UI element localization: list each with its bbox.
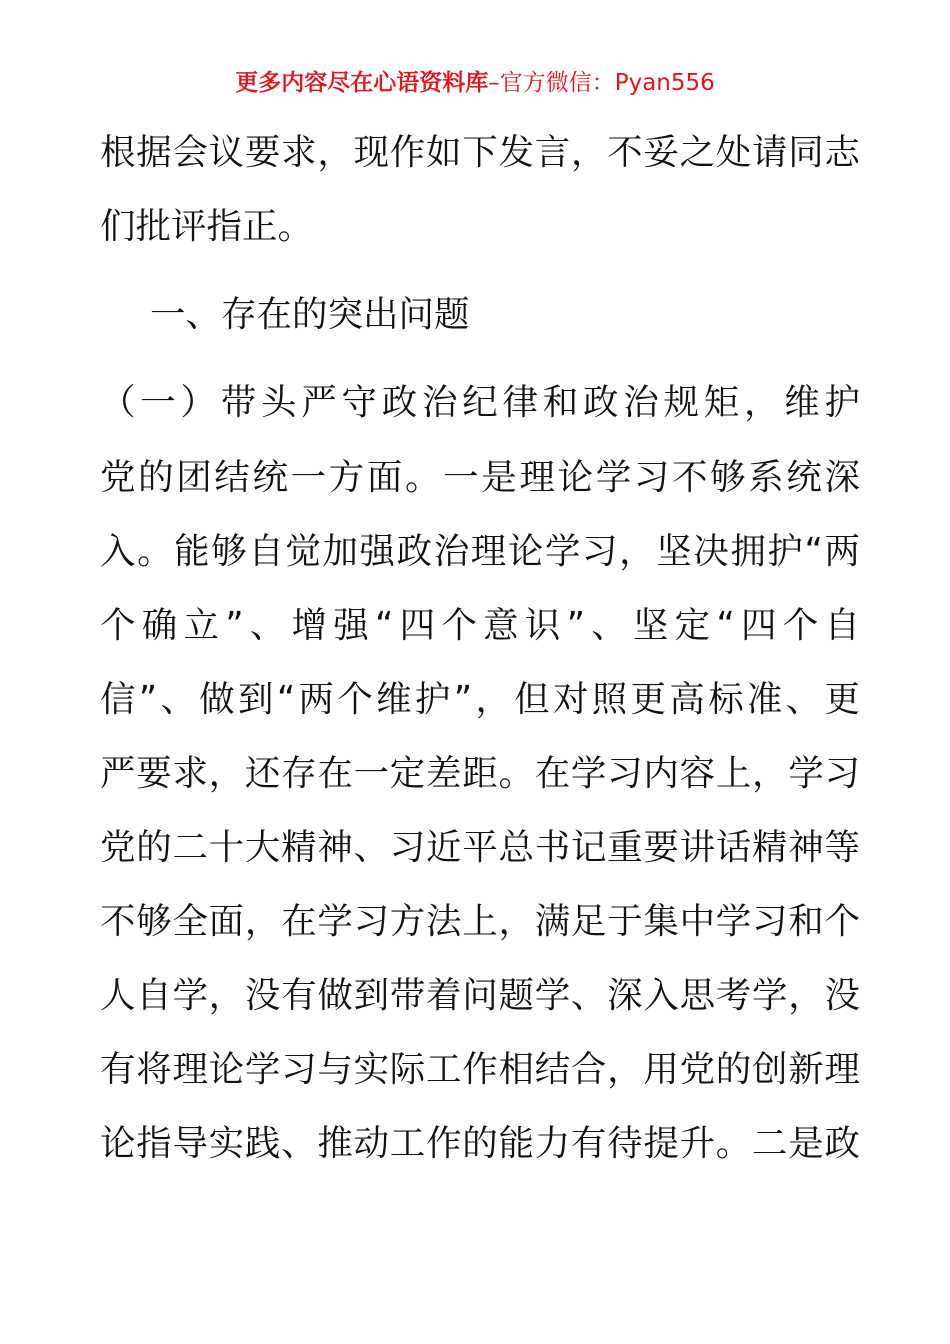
header-prefix: 更多内容尽在心语资料库	[235, 69, 489, 96]
body-line: 信”、做到“两个维护”，但对照更高标准、更	[100, 679, 860, 720]
header-suffix: –官方微信：Pyan556	[488, 70, 715, 96]
body-line: 们批评指正。	[100, 206, 314, 247]
section-heading: 一、存在的突出问题	[150, 294, 470, 335]
body-line: 个确立”、增强“四个意识”、坚定“四个自	[100, 605, 860, 646]
body-line: 严要求，还存在一定差距。在学习内容上，学习	[100, 753, 860, 794]
body-line: 根据会议要求，现作如下发言，不妥之处请同志	[100, 132, 860, 173]
body-line: 入。能够自觉加强政治理论学习，坚决拥护“两	[100, 531, 860, 572]
body-line: 有将理论学习与实际工作相结合，用党的创新理	[100, 1049, 860, 1090]
body-line: 党的团结统一方面。一是理论学习不够系统深	[100, 457, 860, 498]
watermark-header	[0, 66, 950, 100]
body-line: 不够全面，在学习方法上，满足于集中学习和个	[100, 901, 860, 942]
body-line: 人自学，没有做到带着问题学、深入思考学，没	[100, 975, 860, 1016]
body-line: 论指导实践、推动工作的能力有待提升。二是政	[100, 1123, 860, 1164]
body-line: 党的二十大精神、习近平总书记重要讲话精神等	[100, 827, 860, 868]
body-line: （一）带头严守政治纪律和政治规矩，维护	[100, 382, 860, 423]
